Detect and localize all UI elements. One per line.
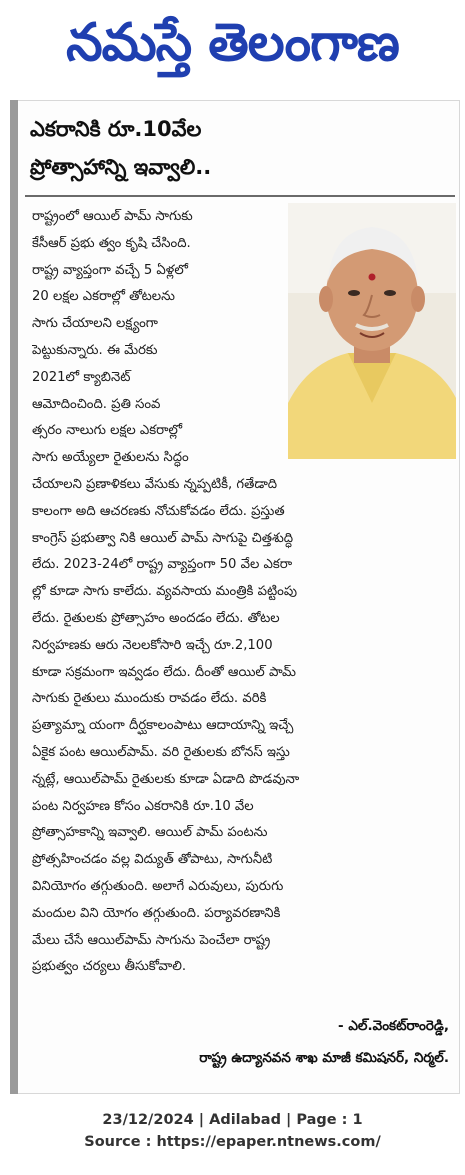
body-line: సాగుకు రైతులు ముందుకు రావడం లేదు. వరికి	[32, 691, 267, 707]
body-line: రాష్ట్రంలో ఆయిల్ పామ్ సాగుకు	[32, 209, 193, 224]
body-line: ప్రోత్సాహకాన్ని ఇవ్వాలి. ఆయిల్ పామ్ పంటను	[32, 825, 268, 841]
clipping-left-border	[10, 100, 18, 1094]
body-line: కూడా సక్రమంగా ఇవ్వడం లేదు. దీంతో ఆయిల్ పామ్	[32, 664, 297, 680]
body-line: న్నట్లే, ఆయిల్‌పామ్ రైతులకు కూడా ఏడాది పొడవునా	[32, 771, 300, 787]
body-line: ప్రత్యామ్నా యంగా దీర్ఘకాలంపాటు ఆదాయాన్ని ఇచ్చే	[32, 718, 294, 734]
body-line: ల్లో కూడా సాగు కాలేదు. వ్యవసాయ మంత్రికి పట్టింపు	[32, 584, 298, 600]
headline-line-2: ప్రోత్సాహాన్ని ఇవ్వాలి..	[30, 155, 212, 179]
masthead	[0, 0, 465, 98]
masthead-title: నమస్తే తెలంగాణ	[66, 12, 399, 73]
footer-meta: 23/12/2024 | Adilabad | Page : 1	[102, 1112, 363, 1128]
body-line: ఏకైక పంట ఆయిల్‌పామ్. వరి రైతులకు బోనస్ ఇస్తు	[32, 744, 290, 760]
body-line: లేదు. రైతులకు ప్రోత్సాహం అందడం లేదు. తోటల	[32, 610, 280, 626]
body-line: కాలంగా అది ఆచరణకు నోచుకోవడం లేదు. ప్రస్తుత	[32, 503, 285, 519]
body-line: ఆమోదించింది. ప్రతి సంవ	[32, 396, 161, 412]
body-line: చేయాలని ప్రణాళికలు వేసుకు న్నప్పటికీ, గతేడాది	[32, 476, 278, 492]
body-line: కేసీఆర్ ప్రభు త్వం కృషి చేసింది.	[32, 235, 191, 251]
body-line: పంట నిర్వహణ కోసం ఎకరానికి రూ.10 వేల	[32, 798, 254, 814]
body-line: త్సరం నాలుగు లక్షల ఎకరాల్లో	[32, 423, 183, 439]
body-line: 2021లో క్యాబినెట్	[32, 369, 131, 385]
body-line: 20 లక్షల ఎకరాల్లో తోటలను	[32, 289, 175, 305]
headline-line-1: ఎకరానికి రూ.10వేల	[30, 117, 202, 141]
body-line: సాగు చేయాలని లక్ష్యంగా	[32, 316, 158, 332]
body-line: పెట్టుకున్నారు. ఈ మేరకు	[32, 342, 158, 358]
author-signature: - ఎల్.వెంకట్‌రాంరెడ్డి,	[338, 1018, 449, 1034]
body-line: సాగు అయ్యేలా రైతులను సిద్ధం	[32, 450, 189, 466]
body-line: ప్రోత్సహించడం వల్ల విద్యుత్ తోపాటు, సాగునీటి	[32, 852, 273, 868]
footer-source[interactable]: Source : https://epaper.ntnews.com/	[84, 1134, 381, 1150]
body-line: ప్రభుత్వం చర్యలు తీసుకోవాలి.	[32, 959, 187, 975]
article-body	[32, 204, 455, 981]
article-headline	[30, 110, 450, 186]
body-line: కాంగ్రెస్ ప్రభుత్వా నికి ఆయిల్ పామ్ సాగుపై చిత్తశుద్ధి	[32, 530, 294, 546]
body-line: వినియోగం తగ్గుతుంది. అలాగే ఎరువులు, పురుగు	[32, 878, 284, 894]
body-line: రాష్ట్ర వ్యాప్తంగా వచ్చే 5 ఏళ్లలో	[32, 262, 188, 278]
author-designation: రాష్ట్ర ఉద్యానవన శాఖ మాజీ కమిషనర్, నిర్మల్.	[199, 1050, 449, 1066]
headline-divider	[25, 195, 455, 197]
body-line: లేదు. 2023-24లో రాష్ట్ర వ్యాప్తంగా 50 వేల ఎకరా	[32, 557, 293, 573]
body-line: మేలు చేసే ఆయిల్‌పామ్ సాగును పెంచేలా రాష్ట్ర	[32, 932, 271, 948]
body-line: నిర్వహణకు ఆరు నెలలకోసారి ఇచ్చే రూ.2,100	[32, 637, 273, 653]
body-line: మందుల విని యోగం తగ్గుతుంది. పర్యావరణానికి	[32, 905, 281, 921]
